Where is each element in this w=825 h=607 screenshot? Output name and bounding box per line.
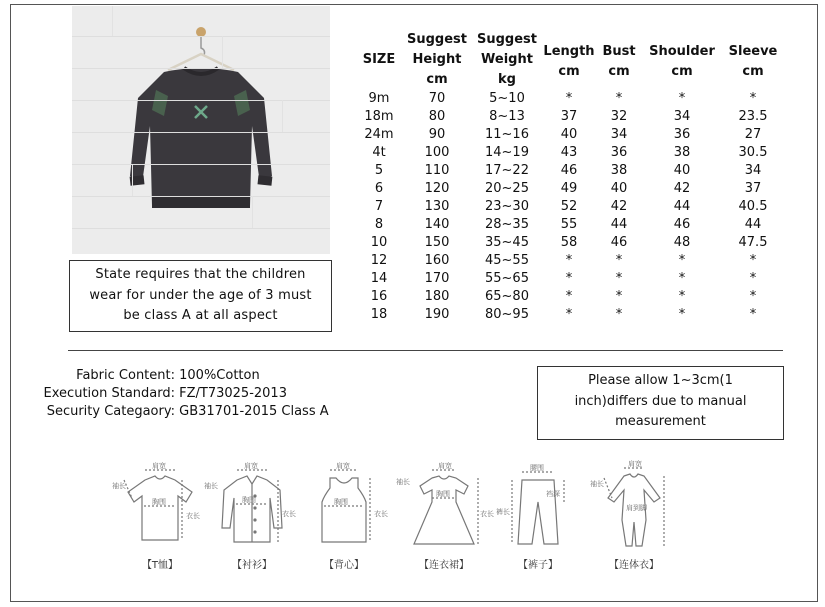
measurement-note-line: measurement [615,414,706,429]
table-cell: 16 [370,289,388,304]
table-cell: 90 [428,127,446,142]
table-cell: 140 [424,217,450,232]
svg-text:衣长: 衣长 [374,510,388,518]
garment-diagrams [110,458,710,578]
garment-caption: 【背心】 [324,560,364,571]
table-cell: 46 [560,163,578,178]
svg-text:裆深: 裆深 [546,490,560,498]
svg-text:袖长: 袖长 [396,478,410,486]
garment-caption: 【连体衣】 [609,560,659,571]
table-row [356,108,784,126]
table-cell: 42 [673,181,691,196]
col-header-weight: Suggest Weight kg [477,32,537,87]
svg-text:肩宽: 肩宽 [244,462,258,470]
table-cell: 32 [610,109,628,124]
table-cell: 14 [370,271,388,286]
table-cell: 55 [560,217,578,232]
table-cell: 100 [424,145,450,160]
measurement-note-line: Please allow 1~3cm(1 [588,373,733,388]
execution-standard-line [20,385,329,403]
fabric-key: Execution Standard: [43,386,175,401]
col-header-height: Suggest Height cm [407,32,467,87]
fabric-info [20,367,329,421]
table-cell: * [678,91,686,106]
table-cell: 36 [673,127,691,142]
table-cell: * [749,271,757,286]
table-row [356,90,784,108]
table-cell: 37 [744,181,762,196]
table-cell: 47.5 [738,235,768,250]
measurement-note-line: inch)differs due to manual [574,393,747,409]
table-cell: 34 [744,163,762,178]
table-cell: 43 [560,145,578,160]
svg-text:衣长: 衣长 [282,510,296,518]
table-cell: 12 [370,253,388,268]
table-cell: * [615,271,623,286]
table-cell: 17~22 [485,163,529,178]
svg-text:肩宽: 肩宽 [438,462,452,470]
table-cell: 36 [610,145,628,160]
svg-text:袖长: 袖长 [590,480,604,488]
svg-text:肩宽: 肩宽 [628,460,642,468]
table-cell: * [565,271,573,286]
table-cell: 38 [673,145,691,160]
table-cell: 34 [673,109,691,124]
svg-text:胸围: 胸围 [152,498,166,506]
table-cell: 150 [424,235,450,250]
table-cell: 30.5 [738,145,768,160]
fabric-value: GB31701-2015 Class A [179,404,329,419]
table-row [356,288,784,306]
table-cell: 37 [560,109,578,124]
table-row [356,252,784,270]
table-cell: 40 [673,163,691,178]
table-cell: * [749,289,757,304]
table-cell: * [749,253,757,268]
class-a-note [69,260,332,332]
note-line: be class A at all aspect [123,308,278,323]
vest-diagram [294,458,394,578]
garment-caption: 【连衣裙】 [419,560,469,571]
table-cell: * [615,289,623,304]
table-cell: 8~13 [489,109,525,124]
table-cell: 70 [428,91,446,106]
table-cell: 23~30 [485,199,529,214]
svg-text:裤长: 裤长 [496,508,510,516]
table-cell: * [615,307,623,322]
table-cell: 28~35 [485,217,529,232]
garment-caption: 【裤子】 [518,560,558,571]
svg-text:衣长: 衣长 [186,512,200,520]
table-cell: 9m [368,91,390,106]
size-chart-table [356,30,784,324]
table-cell: * [678,307,686,322]
fabric-value: FZ/T73025-2013 [179,386,287,401]
svg-text:衣长: 衣长 [480,510,494,518]
table-cell: 180 [424,289,450,304]
table-cell: 120 [424,181,450,196]
note-line: State requires that the children [95,267,306,282]
table-cell: 34 [610,127,628,142]
table-cell: 80 [428,109,446,124]
size-chart-header-row [356,30,784,90]
table-cell: 46 [610,235,628,250]
svg-text:袖长: 袖长 [204,482,218,490]
table-cell: 18 [370,307,388,322]
table-cell: 49 [560,181,578,196]
fabric-key: Security Categaory: [46,404,175,419]
table-cell: 190 [424,307,450,322]
table-cell: * [565,91,573,106]
shirt-diagram [202,458,302,578]
table-cell: 44 [610,217,628,232]
table-cell: 130 [424,199,450,214]
table-cell: * [565,307,573,322]
table-cell: 7 [374,199,384,214]
table-cell: 55~65 [485,271,529,286]
table-row [356,216,784,234]
table-cell: 40.5 [738,199,768,214]
svg-text:袖长: 袖长 [112,482,126,490]
table-cell: * [749,91,757,106]
table-cell: 18m [364,109,394,124]
table-cell: * [615,91,623,106]
table-cell: 42 [610,199,628,214]
table-cell: * [678,253,686,268]
table-cell: 20~25 [485,181,529,196]
svg-text:肩宽: 肩宽 [336,462,350,470]
table-cell: 110 [424,163,450,178]
table-cell: 46 [673,217,691,232]
table-row [356,180,784,198]
security-category-line [20,403,329,421]
table-cell: 160 [424,253,450,268]
table-cell: 44 [673,199,691,214]
product-photo [72,6,330,254]
table-cell: 23.5 [738,109,768,124]
table-cell: 45~55 [485,253,529,268]
table-cell: 27 [744,127,762,142]
col-header-shoulder: Shoulder cm [649,44,715,79]
col-header-sleeve: Sleeve cm [728,44,778,79]
table-cell: 48 [673,235,691,250]
table-cell: 6 [374,181,384,196]
svg-text:肩宽: 肩宽 [152,462,166,470]
fabric-content-line [20,367,329,385]
table-cell: * [678,271,686,286]
fabric-value: 100%Cotton [179,368,260,383]
table-row [356,270,784,288]
size-chart-body [356,90,784,324]
svg-text:腰围: 腰围 [530,464,544,472]
table-row [356,234,784,252]
table-cell: 4t [372,145,386,160]
romper-diagram [584,458,684,578]
table-cell: 5~10 [489,91,525,106]
sweatshirt-image [72,6,330,254]
table-cell: 80~95 [485,307,529,322]
table-cell: 58 [560,235,578,250]
table-cell: 44 [744,217,762,232]
table-row [356,126,784,144]
svg-text:胸围: 胸围 [334,498,348,506]
table-cell: 38 [610,163,628,178]
table-cell: 40 [560,127,578,142]
table-cell: 35~45 [485,235,529,250]
table-cell: 65~80 [485,289,529,304]
note-line: wear for under the age of 3 must [89,287,312,303]
svg-text:肩到脚: 肩到脚 [626,504,647,512]
section-divider [68,350,783,351]
table-cell: * [678,289,686,304]
table-cell: * [749,307,757,322]
measurement-note [537,366,784,440]
table-cell: 170 [424,271,450,286]
svg-text:胸围: 胸围 [242,496,256,504]
table-row [356,306,784,324]
table-cell: * [565,253,573,268]
garment-caption: 【衬衫】 [232,560,272,571]
garment-caption: 【T恤】 [141,560,179,571]
table-row [356,144,784,162]
table-cell: 10 [370,235,388,250]
table-cell: 14~19 [485,145,529,160]
table-cell: 40 [610,181,628,196]
pants-diagram [488,458,588,578]
fabric-key: Fabric Content: [76,368,175,383]
table-cell: 11~16 [485,127,529,142]
table-cell: 5 [374,163,384,178]
table-cell: * [615,253,623,268]
table-cell: * [565,289,573,304]
dress-diagram [394,458,494,578]
table-cell: 8 [374,217,384,232]
table-row [356,162,784,180]
table-cell: 52 [560,199,578,214]
table-row [356,198,784,216]
col-header-size: SIZE [362,52,396,67]
col-header-bust: Bust cm [602,44,636,79]
col-header-length: Length cm [543,44,595,79]
table-cell: 24m [364,127,394,142]
tshirt-diagram [110,458,210,578]
svg-text:胸围: 胸围 [436,490,450,498]
